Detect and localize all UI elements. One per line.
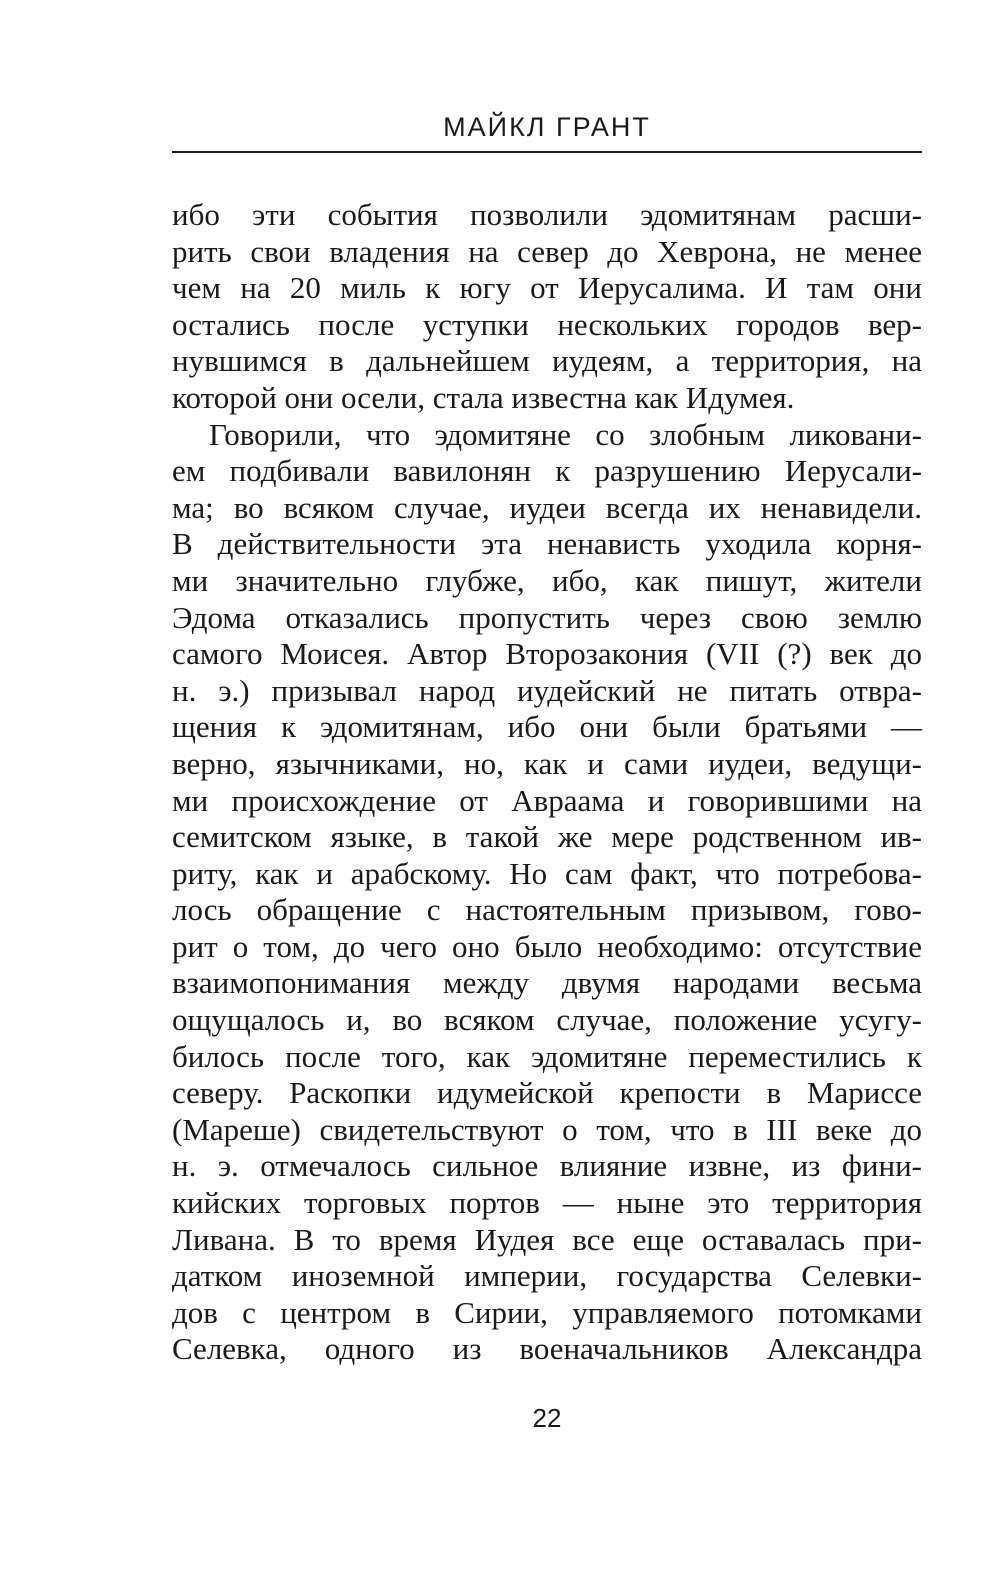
text-line: взаимопонимания между двумя народами весьма <box>172 965 922 1001</box>
text-line: рить свои владения на север до Хеврона, не менее <box>172 233 922 269</box>
text-line: (Мареше) свидетельствуют о том, что в III веке до <box>172 1111 922 1147</box>
text-line: В действительности эта ненависть уходила корня- <box>172 526 922 562</box>
text-line: ем подбивали вавилонян к разрушению Иерусали- <box>172 453 922 489</box>
text-line: н. э. отмечалось сильное влияние извне, из фини- <box>172 1148 922 1184</box>
paragraph-1 <box>172 197 922 417</box>
text-line: ми значительно глубже, ибо, как пишут, жители <box>172 562 922 598</box>
paragraph-2 <box>172 417 922 1368</box>
text-line: семитском языке, в такой же мере родственном ив- <box>172 819 922 855</box>
text-line: ми происхождение от Авраама и говорившими на <box>172 782 922 818</box>
running-head-author: МАЙКЛ ГРАНТ <box>443 112 651 142</box>
text-line: щения к эдомитянам, ибо они были братьями — <box>172 709 922 745</box>
text-line: н. э.) призывал народ иудейский не питать отвра- <box>172 672 922 708</box>
text-line: верно, язычниками, но, как и сами иудеи, ведущи- <box>172 745 922 781</box>
text-line: нувшимся в дальнейшем иудеям, а территория, на <box>172 343 922 379</box>
text-line: рит о том, до чего оно было необходимо: отсутствие <box>172 928 922 964</box>
text-line: Селевка, одного из военачальников Александра <box>172 1331 922 1367</box>
text-line: Говорили, что эдомитяне со злобным ликовани- <box>209 416 922 452</box>
text-line: которой они осели, стала известна как Идумея. <box>172 379 795 415</box>
text-line: ма; во всяком случае, иудеи всегда их ненавидели. <box>172 489 922 525</box>
text-line: дов с центром в Сирии, управляемого потомками <box>172 1294 922 1330</box>
text-line: билось после того, как эдомитяне переместились к <box>172 1038 922 1074</box>
text-line: остались после уступки нескольких городов вер- <box>172 306 922 342</box>
text-line: чем на 20 миль к югу от Иерусалима. И там они <box>172 270 922 306</box>
text-line: риту, как и арабскому. Но сам факт, что потребова- <box>172 855 922 891</box>
text-line: лось обращение с настоятельным призывом, гово- <box>172 892 922 928</box>
body-text <box>172 197 922 1368</box>
text-line: Эдома отказались пропустить через свою землю <box>172 599 922 635</box>
text-line: датком иноземной империи, государства Селевки- <box>172 1258 922 1294</box>
header-rule <box>172 151 922 153</box>
text-line: ощущалось и, во всяком случае, положение усугу- <box>172 1002 922 1038</box>
text-line: самого Моисея. Автор Второзакония (VII (?) век до <box>172 636 922 672</box>
page-number: 22 <box>532 1403 562 1433</box>
text-line: северу. Раскопки идумейской крепости в Мариссе <box>172 1075 922 1111</box>
text-line: Ливана. В то время Иудея все еще оставалась при- <box>172 1221 922 1257</box>
text-line: ибо эти события позволили эдомитянам расши- <box>172 197 922 232</box>
text-line: кийских торговых портов — ныне это территория <box>172 1185 922 1221</box>
